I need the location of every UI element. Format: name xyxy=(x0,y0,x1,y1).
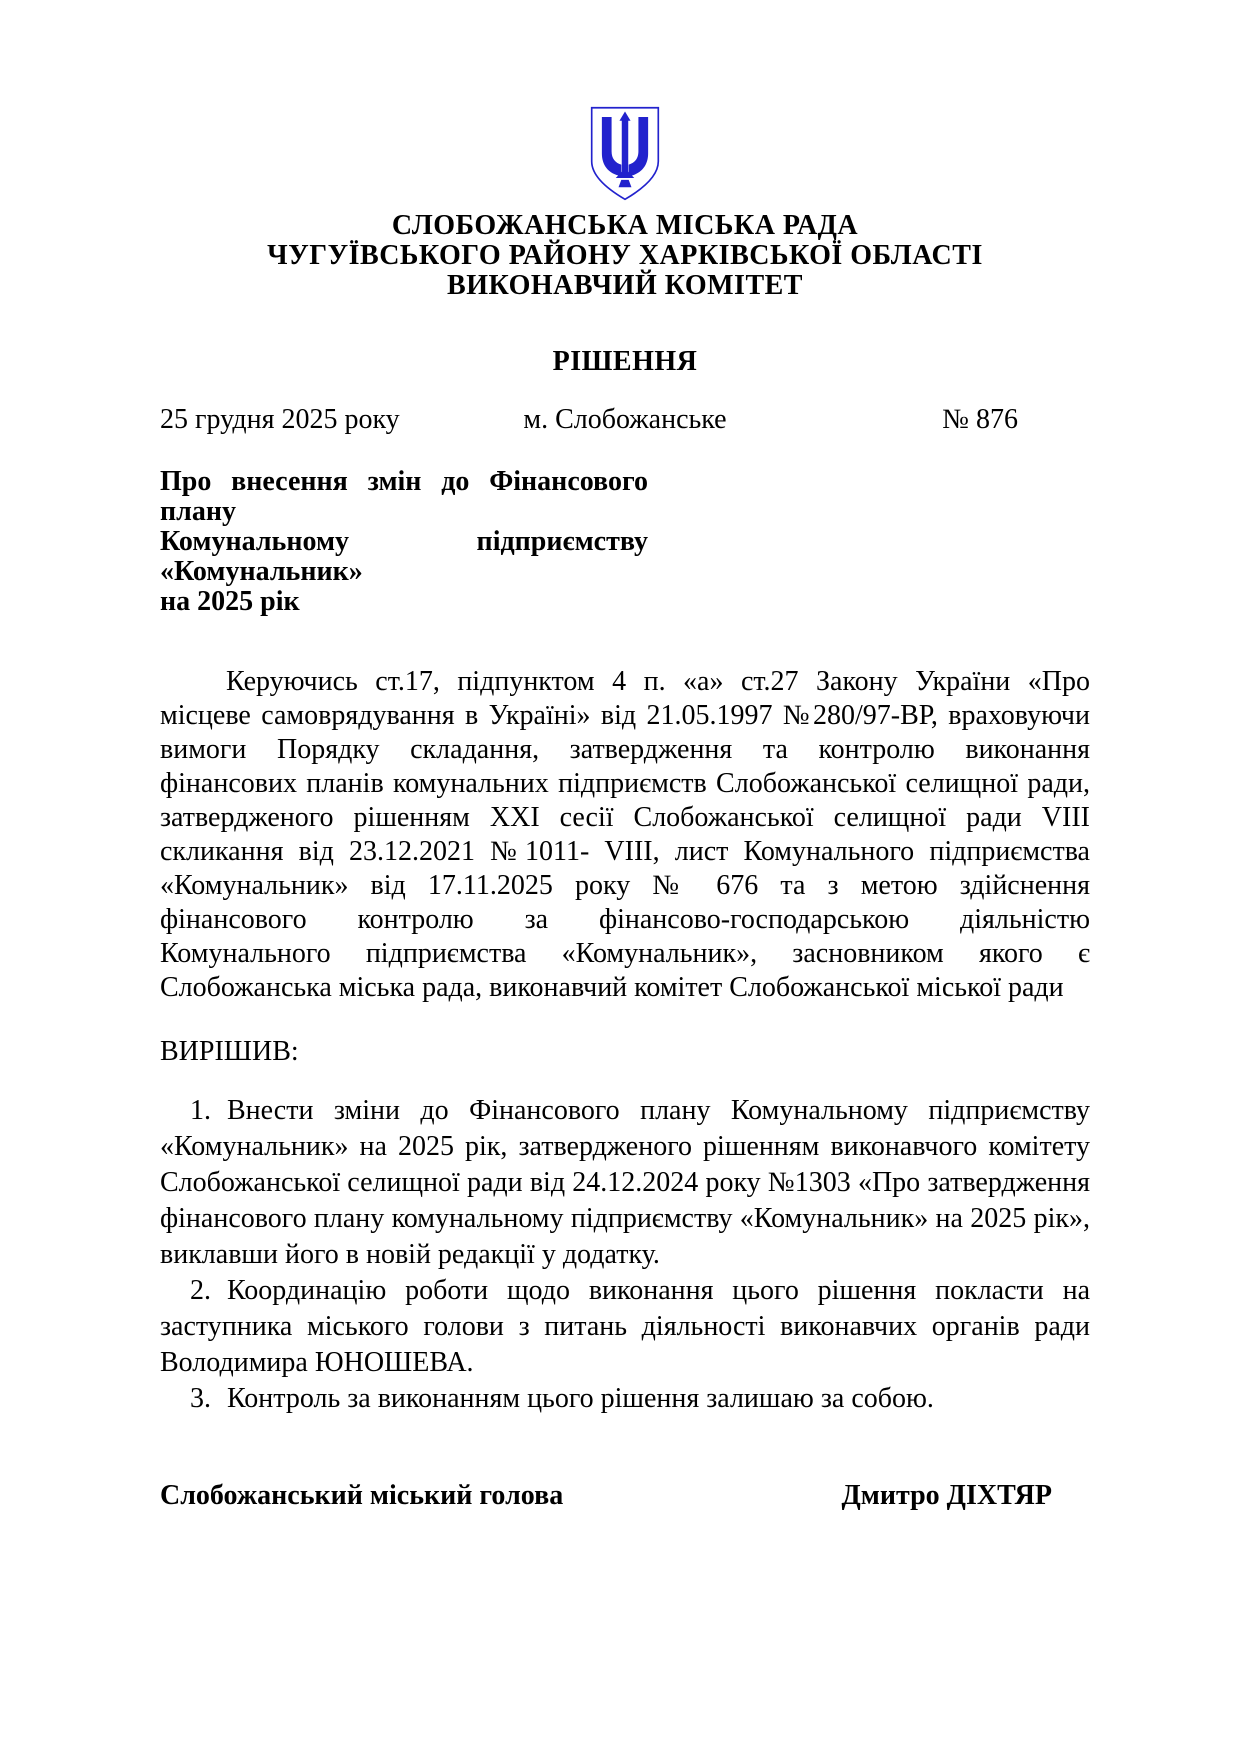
resolution-item-3 xyxy=(160,1381,1090,1417)
resolution-items xyxy=(160,1093,1090,1417)
emblem-wrap xyxy=(160,105,1090,203)
item-3-text: Контроль за виконанням цього рішення залишаю за собою. xyxy=(227,1383,934,1414)
org-name-line-2: ЧУГУЇВСЬКОГО РАЙОНУ ХАРКІВСЬКОЇ ОБЛАСТІ xyxy=(267,240,983,271)
item-2-text: Координацію роботи щодо виконання цього рішення покласти на заступника міського голови з питань діяльності виконавчих органів ради Володимира ЮНОШЕВА. xyxy=(160,1275,1090,1378)
subject-line-1: Про внесення змін до Фінансового плану xyxy=(160,466,648,527)
resolution-item-1 xyxy=(160,1093,1090,1273)
org-name-line-1: СЛОБОЖАНСЬКА МІСЬКА РАДА xyxy=(391,210,859,241)
item-1-number: 1. xyxy=(190,1095,211,1126)
document-meta-row xyxy=(160,405,1090,435)
item-2-number: 2. xyxy=(190,1275,211,1306)
signature-position: Слобожанський міський голова xyxy=(160,1480,564,1511)
signature-row xyxy=(160,1481,1090,1511)
document-subject xyxy=(160,467,648,617)
org-name-line-3: ВИКОНАВЧИЙ КОМІТЕТ xyxy=(447,270,803,301)
subject-line-3: на 2025 рік xyxy=(160,586,300,617)
preamble-paragraph: Керуючись ст.17, підпунктом 4 п. «а» ст.27 Закону України «Про місцеве самоврядування в Україні» від 21.05.1997 №280/97-ВР, враховуючи вимоги Порядку складання, затвердження та контролю виконання фінансових планів комунальних підприємств Слобожанської селищної ради, затвердженого рішенням XXI сесії Слобожанської селищної ради VIII скликання від 23.12.2021 №1011- VIII, лист Комунального підприємства «Комунальник» від 17.11.2025 року № 676 та з метою здійснення фінансового контролю за фінансово-господарською діяльністю Комунального підприємства «Комунальник», засновником якого є Слобожанська міська рада, виконавчий комітет Слобожанської міської ради xyxy=(160,666,1090,1003)
document-type-title: РІШЕННЯ xyxy=(552,346,698,377)
resolved-label: ВИРІШИВ: xyxy=(160,1036,299,1067)
emblem-trident xyxy=(602,111,648,187)
resolution-item-2 xyxy=(160,1273,1090,1381)
document-header xyxy=(160,105,1090,301)
document-number: № 876 xyxy=(942,404,1018,435)
item-3-number: 3. xyxy=(190,1383,211,1414)
subject-line-2: Комунальному підприємству «Комунальник» xyxy=(160,526,648,587)
document-date: 25 грудня 2025 року xyxy=(160,404,400,435)
signature-name: Дмитро ДІХТЯР xyxy=(841,1480,1052,1511)
document-place: м. Слобожанське xyxy=(523,404,727,435)
item-1-text: Внести зміни до Фінансового плану Комунальному підприємству «Комунальник» на 2025 рік, затвердженого рішенням виконавчого комітету Слобожанської селищної ради від 24.12.2024 року №1303 «Про затвердження фінансового плану комунальному підприємству «Комунальник» на 2025 рік», виклавши його в новій редакції у додатку. xyxy=(160,1095,1090,1270)
ukraine-trident-emblem-icon xyxy=(588,105,662,203)
